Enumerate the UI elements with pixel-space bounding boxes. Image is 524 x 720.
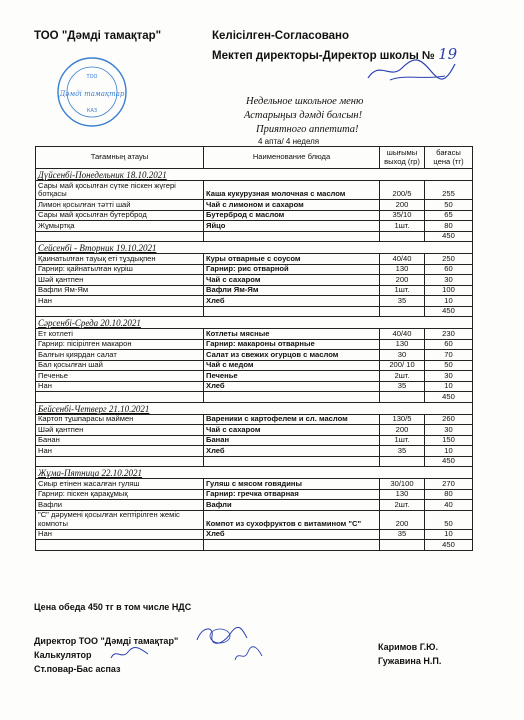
dish-name-kk: Лимон қосылған тәтті шай [36, 200, 204, 211]
dish-price: 60 [425, 264, 473, 275]
dish-output: 35 [380, 529, 425, 540]
dish-output: 30/100 [380, 479, 425, 490]
header-price: бағасы цена (тг) [425, 147, 473, 169]
dish-name-ru [204, 456, 380, 467]
dish-name-kk: Нан [36, 381, 204, 392]
total-row [36, 306, 473, 317]
chef-label: Ст.повар-Бас аспаз [34, 664, 121, 674]
table-row [36, 350, 473, 361]
header-output: шығымы выход (гр) [380, 147, 425, 169]
day-label: Дүйсенбі-Понедельник 18.10.2021 [36, 169, 473, 181]
stamp-top-text: ТОО [86, 74, 98, 80]
dish-output: 40/40 [380, 254, 425, 265]
day-header-row [36, 169, 473, 181]
day-label: Сәрсенбі-Среда 20.10.2021 [36, 317, 473, 329]
dish-price: 50 [425, 360, 473, 371]
dish-name-kk: Нан [36, 446, 204, 457]
dish-output: 2шт. [380, 371, 425, 382]
dish-price: 255 [425, 181, 473, 200]
lunch-price-note: Цена обеда 450 тг в том числе НДС [34, 602, 192, 612]
calculator-signature [108, 644, 152, 664]
table-row [36, 264, 473, 275]
dish-output: 35/10 [380, 210, 425, 221]
dish-name-ru: Чай с медом [204, 360, 380, 371]
dish-price: 450 [425, 540, 473, 551]
dish-output: 130/5 [380, 414, 425, 425]
dish-price: 150 [425, 435, 473, 446]
dish-name-kk: Бал қосылған шай [36, 360, 204, 371]
table-row [36, 200, 473, 211]
dish-output: 35 [380, 381, 425, 392]
company-stamp [56, 56, 128, 128]
dish-name-kk: Ет котлеті [36, 329, 204, 340]
dish-price: 60 [425, 339, 473, 350]
approver-title: Мектеп директоры-Директор школы № 19 [212, 45, 458, 63]
dish-output: 200/ 10 [380, 360, 425, 371]
dish-name-ru: Чай с сахаром [204, 425, 380, 436]
calculator-label: Калькулятор [34, 650, 92, 660]
table-row [36, 489, 473, 500]
school-number: 19 [438, 45, 458, 63]
dish-name-kk: Банан [36, 435, 204, 446]
dish-output: 1шт. [380, 435, 425, 446]
day-header-row [36, 467, 473, 479]
dish-output: 200 [380, 510, 425, 529]
dish-output: 130 [380, 489, 425, 500]
dish-name-kk: Гарнир: қайнатылған күріш [36, 264, 204, 275]
table-row [36, 381, 473, 392]
dish-name-kk: Шәй қантпен [36, 275, 204, 286]
dish-name-kk: Жұмыртқа [36, 221, 204, 232]
dish-price: 10 [425, 446, 473, 457]
dish-name-ru: Гарнир: макароны отварные [204, 339, 380, 350]
week-label: 4 апта/ 4 неделя [258, 137, 320, 146]
dish-output [380, 306, 425, 317]
dish-output: 200 [380, 275, 425, 286]
table-row [36, 221, 473, 232]
dish-price: 30 [425, 275, 473, 286]
dish-name-kk: Шәй қантпен [36, 425, 204, 436]
dish-name-ru: Яйцо [204, 221, 380, 232]
dish-name-ru: Вареники с картофелем и сл. маслом [204, 414, 380, 425]
dish-name-kk: Гарнир: піскен қарақұмық [36, 489, 204, 500]
dish-name-ru: Гарнир: рис отварной [204, 264, 380, 275]
dish-name-kk: "С" дәрумені қосылған кептірілген жеміс компоты [36, 510, 204, 529]
dish-name-kk: Картоп тұшпарасы маймен [36, 414, 204, 425]
day-label: Бейсенбі-Четверг 21.10.2021 [36, 402, 473, 414]
dish-name-kk: Вафли Ям-Ям [36, 285, 204, 296]
dish-price: 260 [425, 414, 473, 425]
menu-table [35, 146, 473, 551]
total-row [36, 456, 473, 467]
day-header-row [36, 402, 473, 414]
table-header-row [36, 147, 473, 169]
dish-price: 50 [425, 200, 473, 211]
dish-name-kk [36, 392, 204, 403]
header-kk-name: Тағамның атауы [36, 147, 204, 169]
dish-price: 270 [425, 479, 473, 490]
kk-wish: Астарыңыз дәмді болсын! [244, 110, 363, 121]
dish-name-ru: Чай с сахаром [204, 275, 380, 286]
dish-price: 50 [425, 510, 473, 529]
dish-name-ru: Банан [204, 435, 380, 446]
dish-name-kk [36, 540, 204, 551]
dish-name-ru: Печенье [204, 371, 380, 382]
table-row [36, 414, 473, 425]
table-row [36, 371, 473, 382]
dish-name-kk: Нан [36, 296, 204, 307]
dish-output [380, 392, 425, 403]
dish-name-ru: Котлеты мясные [204, 329, 380, 340]
dish-output [380, 540, 425, 551]
dish-output: 1шт. [380, 285, 425, 296]
dish-name-kk: Сиыр етінен жасалған гуляш [36, 479, 204, 490]
dish-name-kk: Сары май қосылған бутерброд [36, 210, 204, 221]
dish-output: 30 [380, 350, 425, 361]
dish-output [380, 231, 425, 242]
dish-name-ru: Хлеб [204, 446, 380, 457]
dish-name-kk: Сары май қосылған сүтке піскен жүгері ботқасы [36, 181, 204, 200]
director-label: Директор ТОО "Дәмді тамақтар" [34, 636, 179, 646]
dish-price: 230 [425, 329, 473, 340]
dish-name-ru [204, 540, 380, 551]
dish-output: 200 [380, 425, 425, 436]
dish-name-kk [36, 306, 204, 317]
dish-name-ru: Вафли Ям-Ям [204, 285, 380, 296]
dish-price: 450 [425, 392, 473, 403]
dish-output: 1шт. [380, 221, 425, 232]
director-signature [360, 50, 460, 90]
company-name: ТОО "Дәмді тамақтар" [34, 30, 162, 42]
dish-price: 10 [425, 296, 473, 307]
table-row [36, 425, 473, 436]
dish-price: 10 [425, 529, 473, 540]
stamp-middle-text: Дәмді тамақтар [59, 90, 125, 98]
ru-wish: Приятного аппетита! [256, 124, 359, 135]
dish-name-ru: Салат из свежих огурцов с маслом [204, 350, 380, 361]
director-name: Каримов Г.Ю. [378, 642, 438, 652]
dish-output: 2шт. [380, 500, 425, 511]
dish-name-kk: Вафли [36, 500, 204, 511]
day-label: Жұма-Пятница 22.10.2021 [36, 467, 473, 479]
total-row [36, 540, 473, 551]
table-row [36, 181, 473, 200]
dish-name-kk: Нан [36, 529, 204, 540]
dish-name-ru: Каша кукурузная молочная с маслом [204, 181, 380, 200]
dish-output: 200 [380, 200, 425, 211]
table-row [36, 285, 473, 296]
dish-name-kk: Печенье [36, 371, 204, 382]
dish-price: 30 [425, 425, 473, 436]
chef-signature [232, 644, 266, 666]
dish-name-kk: Гарнир: пісірілген макарон [36, 339, 204, 350]
table-row [36, 446, 473, 457]
dish-output: 130 [380, 264, 425, 275]
weekly-menu-title: Недельное школьное меню [246, 96, 364, 107]
dish-name-ru: Гарнир: гречка отварная [204, 489, 380, 500]
dish-output: 35 [380, 446, 425, 457]
dish-price: 100 [425, 285, 473, 296]
header-ru-name: Наименование блюда [204, 147, 380, 169]
calculator-name: Гужавина Н.П. [378, 656, 442, 666]
total-row [36, 231, 473, 242]
table-row [36, 275, 473, 286]
dish-name-ru: Вафли [204, 500, 380, 511]
table-row [36, 254, 473, 265]
table-row [36, 529, 473, 540]
dish-price: 70 [425, 350, 473, 361]
dish-name-ru: Чай с лимоном и сахаром [204, 200, 380, 211]
dish-name-ru: Хлеб [204, 381, 380, 392]
dish-price: 250 [425, 254, 473, 265]
table-row [36, 479, 473, 490]
dish-name-ru: Бутерброд с маслом [204, 210, 380, 221]
day-header-row [36, 242, 473, 254]
dish-price: 30 [425, 371, 473, 382]
dish-name-ru: Хлеб [204, 529, 380, 540]
dish-name-kk [36, 456, 204, 467]
table-row [36, 210, 473, 221]
agreed-label: Келісілген-Согласовано [212, 30, 350, 42]
dish-name-ru [204, 392, 380, 403]
dish-name-ru [204, 231, 380, 242]
table-row [36, 360, 473, 371]
stamp-bottom-text: КАЗ [86, 108, 98, 114]
dish-name-kk [36, 231, 204, 242]
dish-output: 130 [380, 339, 425, 350]
dish-price: 10 [425, 381, 473, 392]
dish-price: 80 [425, 489, 473, 500]
dish-name-ru: Куры отварные с соусом [204, 254, 380, 265]
total-row [36, 392, 473, 403]
day-label: Сейсенбі - Вторник 19.10.2021 [36, 242, 473, 254]
table-row [36, 510, 473, 529]
dish-name-ru: Гуляш с мясом говядины [204, 479, 380, 490]
dish-price: 65 [425, 210, 473, 221]
dish-name-ru [204, 306, 380, 317]
table-row [36, 296, 473, 307]
dish-price: 450 [425, 231, 473, 242]
dish-name-ru: Компот из сухофруктов с витамином "С" [204, 510, 380, 529]
table-row [36, 435, 473, 446]
dish-output: 35 [380, 296, 425, 307]
dish-price: 80 [425, 221, 473, 232]
table-row [36, 500, 473, 511]
day-header-row [36, 317, 473, 329]
dish-name-ru: Хлеб [204, 296, 380, 307]
table-row [36, 329, 473, 340]
table-row [36, 339, 473, 350]
dish-price: 40 [425, 500, 473, 511]
dish-price: 450 [425, 456, 473, 467]
dish-name-kk: Балғын қиярдан салат [36, 350, 204, 361]
dish-price: 450 [425, 306, 473, 317]
dish-output: 200/5 [380, 181, 425, 200]
dish-name-kk: Қаинатылған тауық еті тұздықпен [36, 254, 204, 265]
dish-output: 40/40 [380, 329, 425, 340]
dish-output [380, 456, 425, 467]
